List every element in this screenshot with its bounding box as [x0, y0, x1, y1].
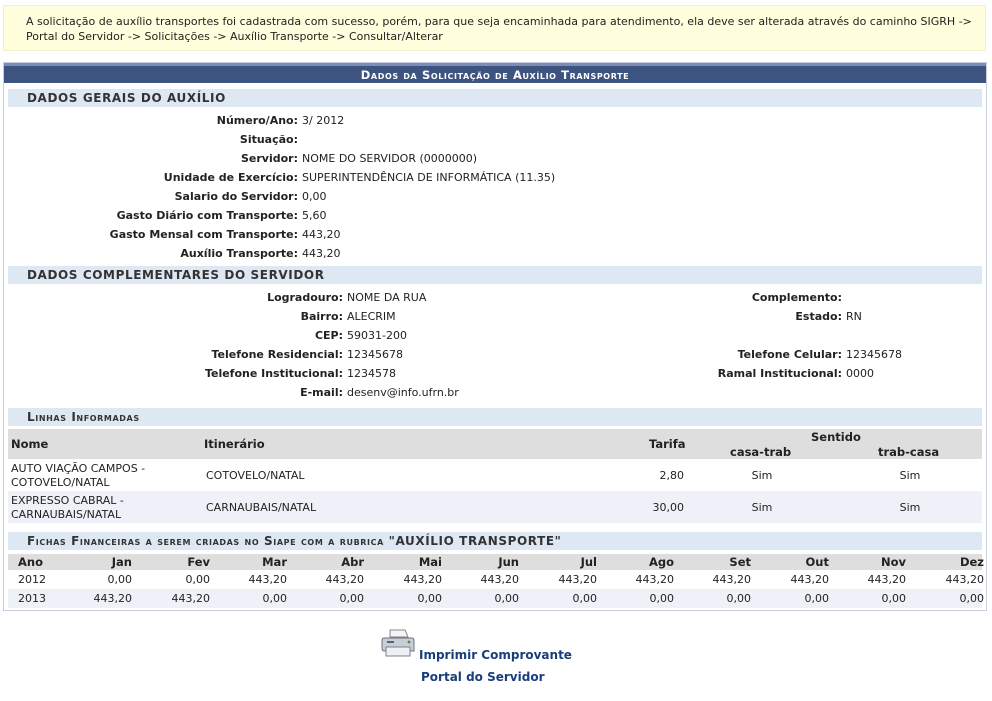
linha-nome-2: COTOVELO/NATAL — [11, 476, 110, 489]
field-value: NOME DA RUA — [347, 291, 427, 304]
fichas-cell: 443,20 — [558, 573, 597, 586]
field-value: 59031-200 — [347, 329, 407, 342]
linha-trab-casa: Sim — [899, 469, 921, 482]
printer-icon[interactable] — [381, 628, 415, 660]
fichas-col-header: Jul — [580, 555, 597, 569]
fichas-cell: 2013 — [18, 592, 46, 605]
fichas-col-header: Ago — [648, 555, 674, 569]
field-value: 12345678 — [347, 348, 403, 361]
comp-right-row — [604, 309, 984, 325]
portal-servidor-link[interactable]: Portal do Servidor — [421, 670, 545, 684]
col-nome: Nome — [11, 437, 49, 451]
comp-left-row — [4, 366, 604, 382]
field-label: Estado: — [795, 310, 842, 323]
fichas-col-header: Fev — [187, 555, 210, 569]
fichas-col-header: Ano — [18, 555, 43, 569]
linha-nome-1: EXPRESSO CABRAL - — [11, 494, 124, 507]
fichas-col-header: Jan — [111, 555, 132, 569]
fichas-col-header: Dez — [959, 555, 984, 569]
linha-row — [8, 459, 982, 491]
comp-left-row — [4, 309, 604, 325]
field-label: Telefone Residencial: — [211, 348, 343, 361]
field-label: Gasto Mensal com Transporte: — [109, 228, 298, 241]
fichas-cell: 2012 — [18, 573, 46, 586]
fichas-row — [8, 589, 982, 608]
fichas-header — [8, 554, 982, 570]
fichas-cell: 0,00 — [339, 592, 364, 605]
fichas-col-header: Nov — [880, 555, 906, 569]
gerais-field-row — [4, 170, 984, 186]
comp-right-row — [604, 290, 984, 306]
field-value: SUPERINTENDÊNCIA DE INFORMÁTICA (11.35) — [302, 171, 556, 184]
fichas-col-header: Jun — [498, 555, 519, 569]
gerais-field-row — [4, 208, 984, 224]
fichas-col-header: Abr — [341, 555, 364, 569]
imprimir-comprovante-link[interactable]: Imprimir Comprovante — [419, 648, 572, 662]
section-fichas: Fichas Financeiras a serem criadas no Siape com a rubrica "AUXÍLIO TRANSPORTE" — [8, 532, 982, 550]
fichas-cell: 443,20 — [480, 573, 519, 586]
section-dados-gerais: DADOS GERAIS DO AUXÍLIO — [8, 89, 982, 107]
field-value: NOME DO SERVIDOR (0000000) — [302, 152, 478, 165]
fichas-cell: 443,20 — [325, 573, 364, 586]
fichas-cell: 0,00 — [417, 592, 442, 605]
gerais-field-row — [4, 189, 984, 205]
field-label: E-mail: — [300, 386, 343, 399]
linha-casa-trab: Sim — [751, 501, 773, 514]
linha-itinerario: COTOVELO/NATAL — [206, 469, 305, 482]
field-value: RN — [846, 310, 862, 323]
comp-left-row — [4, 328, 604, 344]
fichas-row — [8, 570, 982, 589]
field-value: desenv@info.ufrn.br — [347, 386, 459, 399]
field-value: 12345678 — [846, 348, 902, 361]
fichas-cell: 443,20 — [403, 573, 442, 586]
section-dados-complementares: DADOS COMPLEMENTARES DO SERVIDOR — [8, 266, 982, 284]
field-value: 3/ 2012 — [302, 114, 345, 127]
fichas-cell: 443,20 — [171, 592, 210, 605]
field-label: Situação: — [239, 133, 298, 146]
field-label: Telefone Celular: — [737, 348, 842, 361]
gerais-field-row — [4, 246, 984, 262]
linha-nome-2: CARNAUBAIS/NATAL — [11, 508, 122, 521]
field-label: Número/Ano: — [216, 114, 298, 127]
field-label: Telefone Institucional: — [204, 367, 343, 380]
fichas-cell: 0,00 — [959, 592, 984, 605]
field-label: Servidor: — [240, 152, 298, 165]
fichas-cell: 443,20 — [712, 573, 751, 586]
fichas-cell: 0,00 — [107, 573, 132, 586]
field-label: CEP: — [314, 329, 343, 342]
fichas-cell: 443,20 — [248, 573, 287, 586]
gerais-field-row — [4, 132, 984, 148]
field-value: 0000 — [846, 367, 874, 380]
gerais-field-row — [4, 113, 984, 129]
fichas-cell: 443,20 — [945, 573, 984, 586]
fichas-cell: 0,00 — [804, 592, 829, 605]
fichas-cell: 0,00 — [881, 592, 906, 605]
field-value: ALECRIM — [347, 310, 396, 323]
fichas-cell: 443,20 — [635, 573, 674, 586]
gerais-field-row — [4, 227, 984, 243]
linhas-header — [8, 429, 982, 459]
fichas-col-header: Set — [729, 555, 751, 569]
fichas-cell: 443,20 — [867, 573, 906, 586]
field-value: 0,00 — [302, 190, 327, 203]
panel-title: Dados da Solicitação de Auxílio Transporte — [4, 63, 986, 83]
fichas-cell: 0,00 — [262, 592, 287, 605]
field-label: Complemento: — [751, 291, 842, 304]
fichas-cell: 0,00 — [185, 573, 210, 586]
linha-nome-1: AUTO VIAÇÃO CAMPOS - — [11, 462, 146, 475]
field-label: Gasto Diário com Transporte: — [116, 209, 298, 222]
field-label: Bairro: — [300, 310, 343, 323]
field-label: Unidade de Exercício: — [163, 171, 298, 184]
section-linhas: Linhas Informadas — [8, 408, 982, 426]
linha-itinerario: CARNAUBAIS/NATAL — [206, 501, 317, 514]
success-notice: A solicitação de auxílio transportes foi cadastrada com sucesso, porém, para que seja encaminhada para atendimento, ela deve ser alterada através do caminho SIGRH -> Portal do Servidor -> Solicitações -> Auxílio Transporte -> Consultar/Alterar — [3, 5, 986, 51]
fichas-cell: 443,20 — [790, 573, 829, 586]
comp-left-row — [4, 385, 604, 401]
field-label: Ramal Institucional: — [717, 367, 842, 380]
col-trab-casa: trab-casa — [878, 445, 940, 459]
field-value: 443,20 — [302, 228, 341, 241]
col-itinerario: Itinerário — [204, 437, 265, 451]
comp-left-row — [4, 347, 604, 363]
field-value: 443,20 — [302, 247, 341, 260]
fichas-cell: 443,20 — [93, 592, 132, 605]
linha-casa-trab: Sim — [751, 469, 773, 482]
linha-trab-casa: Sim — [899, 501, 921, 514]
fichas-cell: 0,00 — [726, 592, 751, 605]
col-casa-trab: casa-trab — [730, 445, 792, 459]
fichas-cell: 0,00 — [494, 592, 519, 605]
gerais-field-row — [4, 151, 984, 167]
field-value: 1234578 — [347, 367, 396, 380]
fichas-cell: 0,00 — [572, 592, 597, 605]
fichas-col-header: Mar — [262, 555, 287, 569]
comp-right-row — [604, 366, 984, 382]
field-value: 5,60 — [302, 209, 327, 222]
fichas-col-header: Out — [805, 555, 829, 569]
comp-right-row — [604, 347, 984, 363]
field-label: Logradouro: — [267, 291, 343, 304]
comp-left-row — [4, 290, 604, 306]
linha-tarifa: 2,80 — [659, 469, 684, 482]
solicitacao-panel — [3, 62, 987, 611]
linha-row — [8, 491, 982, 523]
field-label: Salario do Servidor: — [174, 190, 298, 203]
field-label: Auxílio Transporte: — [180, 247, 298, 260]
col-tarifa: Tarifa — [649, 437, 686, 451]
fichas-col-header: Mai — [418, 555, 442, 569]
col-sentido: Sentido — [811, 430, 861, 444]
linha-tarifa: 30,00 — [652, 501, 684, 514]
fichas-cell: 0,00 — [649, 592, 674, 605]
